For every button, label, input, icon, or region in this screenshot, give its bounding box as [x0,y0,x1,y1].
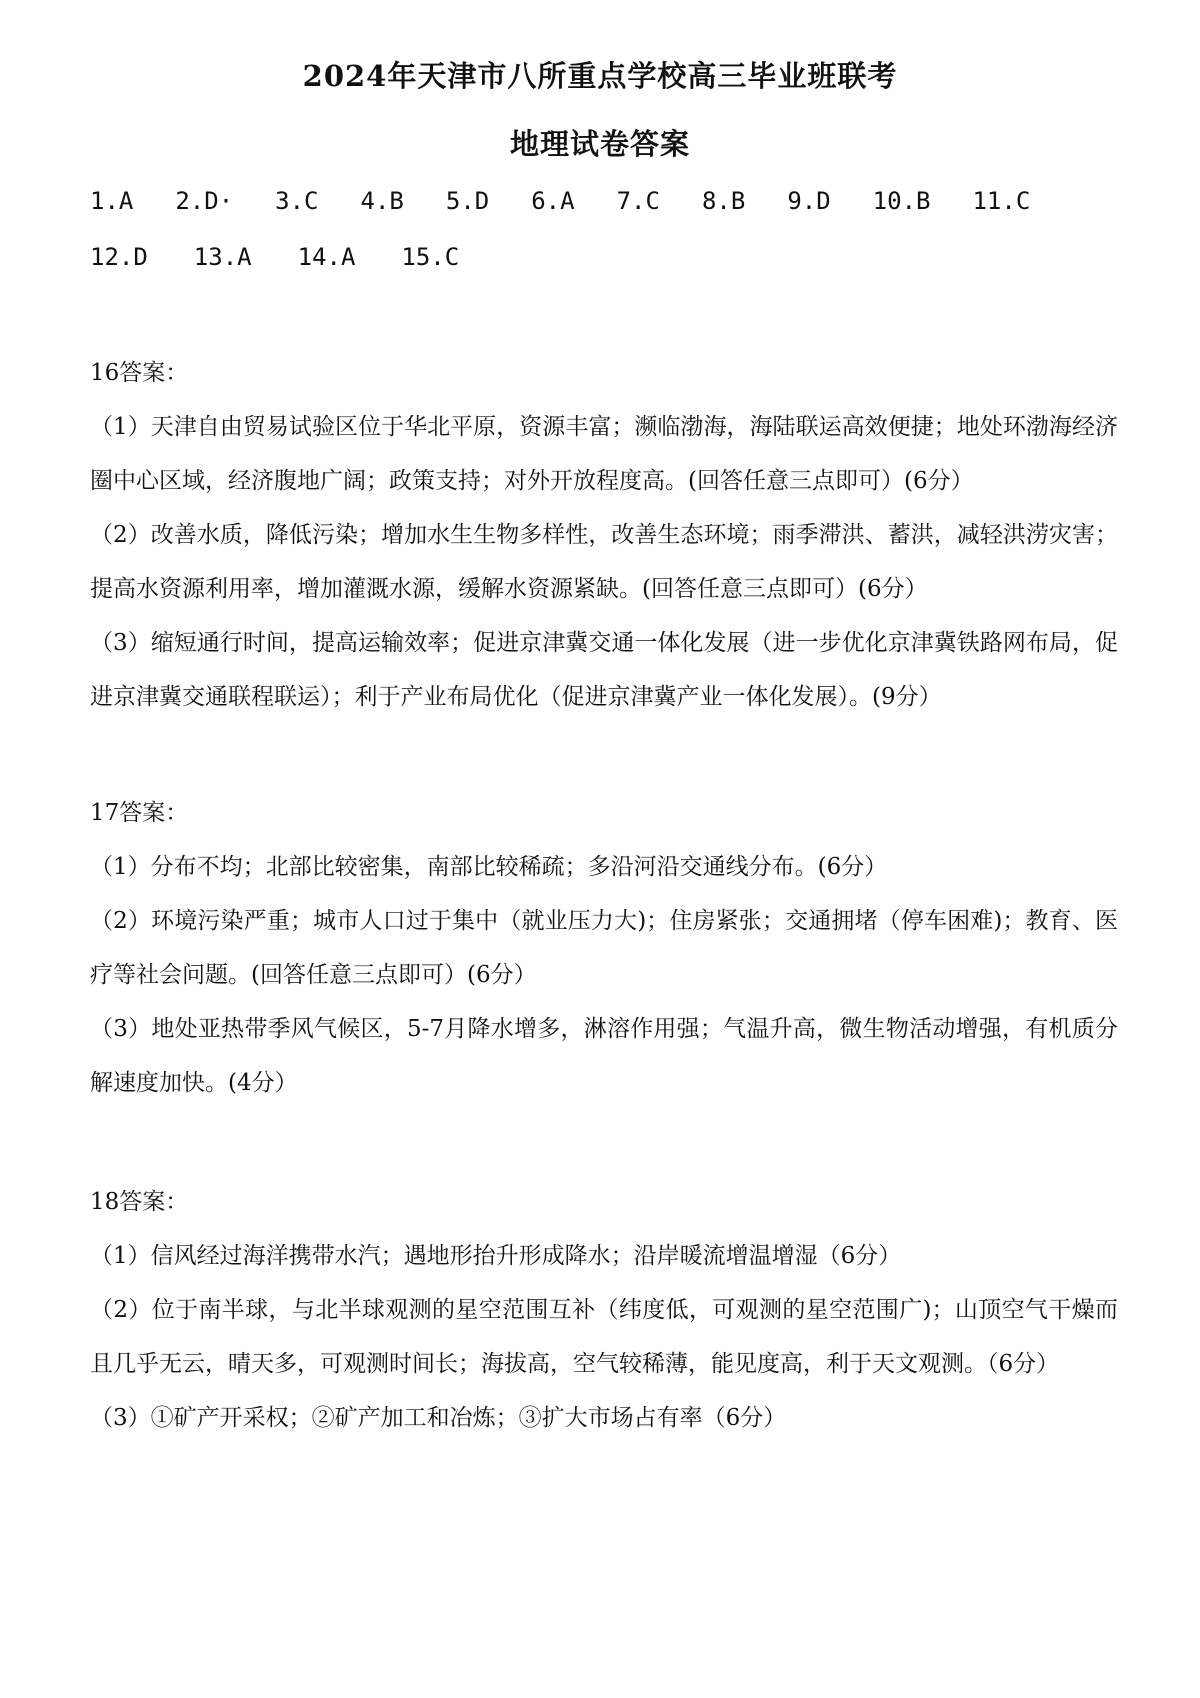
choice-answer: 2.D· [175,187,234,215]
choice-answer: 3.C [275,187,319,215]
question-18-heading: 18答案： [90,1189,189,1215]
question-16-part-1: （1）天津自由贸易试验区位于华北平原，资源丰富；濒临渤海，海陆联运高效便捷；地处环渤海经济圈中心区域，经济腹地广阔；政策支持；对外开放程度高。(回答任意三点即可）(6分） [90,414,1118,494]
choice-answer: 12.D [90,243,148,271]
question-18-part-3: （3）①矿产开采权；②矿产加工和冶炼；③扩大市场占有率（6分） [90,1405,787,1431]
page-subtitle: 地理试卷答案 [509,127,690,161]
choice-answer: 13.A [193,243,252,271]
question-18-section [90,1175,1118,1445]
question-18-part-2: （2）位于南半球，与北半球观测的星空范围互补（纬度低，可观测的星空范围广)；山顶空气干燥而且几乎无云，晴天多，可观测时间长；海拔高，空气较稀薄，能见度高，利于天文观测。（6分） [90,1297,1118,1377]
question-16-part-2: （2）改善水质，降低污染；增加水生生物多样性，改善生态环境；雨季滞洪、蓄洪，减轻洪涝灾害；提高水资源利用率，增加灌溉水源，缓解水资源紧缺。(回答任意三点即可）(6分） [90,522,1118,602]
choice-answers-row-1 [90,187,1140,215]
page-title: 2024年天津市八所重点学校高三毕业班联考 [302,59,898,93]
choice-answer: 9.D [787,187,831,215]
choice-answer: 10.B [872,187,931,215]
choice-answers-row-2 [90,243,1140,271]
question-17-part-1: （1）分布不均；北部比较密集，南部比较稀疏；多沿河沿交通线分布。(6分） [90,854,888,880]
choice-answer: 15.C [401,243,460,271]
question-18-part-1: （1）信风经过海洋携带水汽；遇地形抬升形成降水；沿岸暖流增温增湿（6分） [90,1243,902,1269]
choice-answer: 6.A [531,187,575,215]
choice-answer: 14.A [297,243,356,271]
question-17-heading: 17答案： [90,800,189,826]
choice-answer: 7.C [616,187,660,215]
question-16-part-3: （3）缩短通行时间，提高运输效率；促进京津冀交通一体化发展（进一步优化京津冀铁路网布局，促进京津冀交通联程联运）；利于产业布局优化（促进京津冀产业一体化发展）。(9分） [90,630,1118,710]
question-17-part-2: （2）环境污染严重；城市人口过于集中（就业压力大)；住房紧张；交通拥堵（停车困难)；教育、医疗等社会问题。(回答任意三点即可）(6分） [90,908,1118,988]
choice-answer: 4.B [360,187,404,215]
choice-answer: 1.A [90,187,134,215]
choice-answer: 11.C [972,187,1031,215]
choice-answer: 5.D [445,187,490,215]
question-17-section [90,786,1118,1110]
choice-answer: 8.B [701,187,746,215]
question-16-section [90,346,1118,724]
question-17-part-3: （3）地处亚热带季风气候区，5-7月降水增多，淋溶作用强；气温升高，微生物活动增强，有机质分解速度加快。(4分） [90,1016,1118,1096]
question-16-heading: 16答案： [90,360,189,386]
